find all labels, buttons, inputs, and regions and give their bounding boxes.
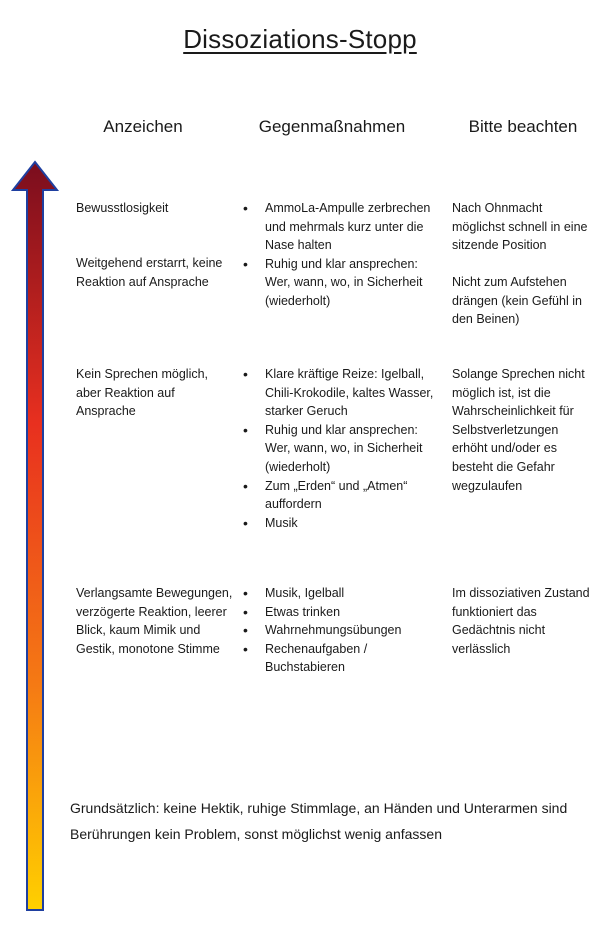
measures-list-2 bbox=[243, 365, 443, 532]
arrow-shape bbox=[13, 162, 57, 910]
list-item: • Etwas trinken bbox=[243, 603, 443, 622]
column-header-notes: Bitte beachten bbox=[468, 117, 578, 136]
measures-list-1 bbox=[243, 199, 443, 311]
list-item: • Zum „Erden“ und „Atmen“ auffordern bbox=[243, 477, 443, 514]
measures-list-3 bbox=[243, 584, 443, 677]
sign-slowed: Verlangsamte Bewegungen, verzögerte Reaktion, leerer Blick, kaum Mimik und Gestik, monotone Stimme bbox=[76, 586, 233, 656]
list-item: • Klare kräftige Reize: Igelball, Chili-Krokodile, kaltes Wasser, starker Geruch bbox=[243, 365, 443, 421]
sign-no-speech: Kein Sprechen möglich, aber Reaktion auf Ansprache bbox=[76, 367, 209, 419]
list-item: • AmmoLa-Ampulle zerbrechen und mehrmals kurz unter die Nase halten bbox=[243, 199, 443, 255]
note-no-standing: Nicht zum Aufstehen drängen (kein Gefühl in den Beinen) bbox=[452, 275, 582, 327]
column-header-signs: Anzeichen bbox=[103, 117, 183, 136]
column-header-countermeasures: Gegenmaßnahmen bbox=[258, 117, 406, 136]
list-item: • Musik, Igelball bbox=[243, 584, 443, 603]
page-title: Dissoziations-Stopp bbox=[183, 24, 417, 54]
note-speech: Solange Sprechen nicht möglich ist, ist die Wahrscheinlichkeit für Selbstverletzungen erhöht und/oder es besteht die Gefahr wegzulaufen bbox=[452, 367, 585, 493]
list-item: • Rechenaufgaben / Buchstabieren bbox=[243, 640, 443, 677]
severity-arrow-icon bbox=[10, 160, 60, 912]
list-item: • Wahrnehmungsübungen bbox=[243, 621, 443, 640]
list-item: • Ruhig und klar ansprechen: Wer, wann, wo, in Sicherheit (wiederholt) bbox=[243, 255, 443, 311]
note-memory: Im dissoziativen Zustand funktioniert das Gedächtnis nicht verlässlich bbox=[452, 586, 590, 656]
general-note: Grundsätzlich: keine Hektik, ruhige Stimmlage, an Händen und Unterarmen sind Berührungen kein Problem, sonst möglichst wenig anfassen bbox=[70, 800, 568, 842]
note-after-fainting: Nach Ohnmacht möglichst schnell in eine sitzende Position bbox=[452, 201, 588, 253]
list-item: • Ruhig und klar ansprechen: Wer, wann, wo, in Sicherheit (wiederholt) bbox=[243, 421, 443, 477]
sign-unconscious: Bewusstlosigkeit bbox=[76, 201, 169, 215]
sign-frozen: Weitgehend erstarrt, keine Reaktion auf Ansprache bbox=[76, 256, 223, 289]
list-item: • Musik bbox=[243, 514, 443, 533]
